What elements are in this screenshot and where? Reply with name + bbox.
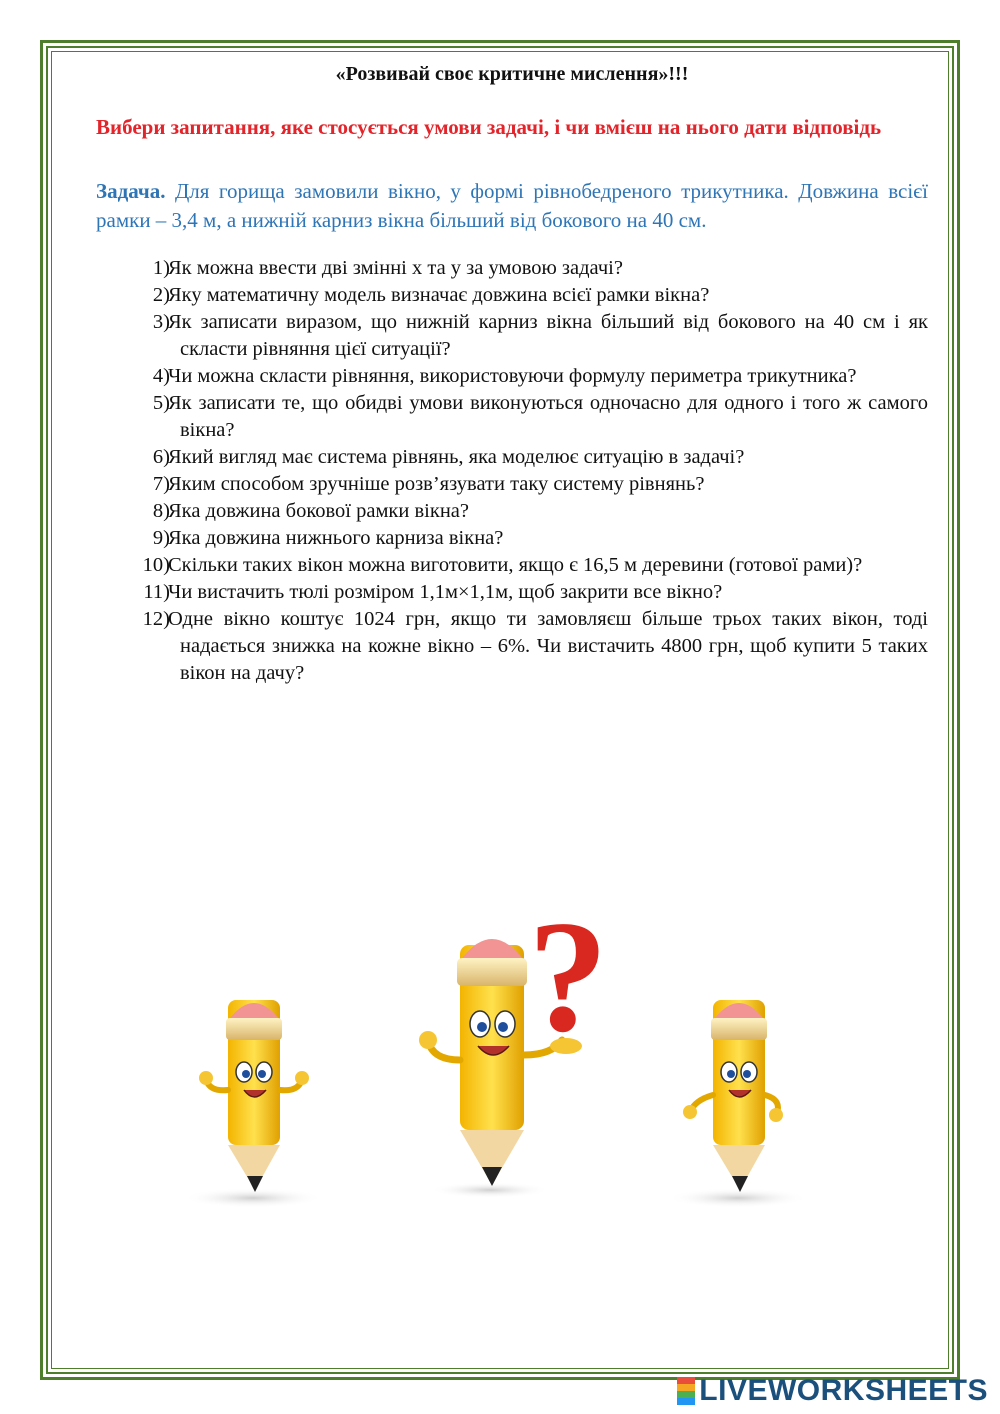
question-number: 9)	[152, 527, 170, 549]
question-text: Як записати те, що обидві умови виконуються одночасно для одного і того ж самого вікна?	[168, 392, 928, 441]
question-text: Чи можна скласти рівняння, використовуючи формулу периметра трикутника?	[168, 365, 857, 387]
instruction-text: Вибери запитання, яке стосується умови задачі, і чи вмієш на нього дати відповідь	[96, 115, 882, 139]
pencils-illustration	[0, 900, 1000, 1220]
question-item[interactable]	[96, 363, 928, 390]
logo-badge-icon	[677, 1377, 695, 1405]
question-item[interactable]	[96, 255, 928, 282]
question-item[interactable]	[96, 444, 928, 471]
question-number: 1)	[152, 257, 170, 279]
question-item[interactable]	[96, 282, 928, 309]
logo-text: LIVEWORKSHEETS	[699, 1374, 988, 1407]
question-number: 11)	[143, 581, 170, 603]
question-number: 7)	[152, 473, 170, 495]
question-text: Скільки таких вікон можна виготовити, якщо є 16,5 м деревини (готової рами)?	[168, 554, 863, 576]
question-list	[96, 255, 928, 687]
worksheet-content	[96, 58, 928, 687]
question-item[interactable]	[96, 525, 928, 552]
question-text: Одне вікно коштує 1024 грн, якщо ти замовляєш більше трьох таких вікон, тоді надається знижка на кожне вікно – 6%. Чи вистачить 4800 грн, щоб купити 5 таких вікон на дачу?	[168, 608, 928, 684]
question-number: 5)	[152, 392, 170, 414]
liveworksheets-logo[interactable]	[677, 1374, 988, 1408]
question-item[interactable]	[96, 606, 928, 687]
question-item[interactable]	[96, 579, 928, 606]
question-number: 2)	[152, 284, 170, 306]
question-item[interactable]	[96, 309, 928, 363]
problem-statement	[96, 177, 928, 235]
question-text: Як записати виразом, що нижній карниз вікна більший від бокового на 40 см і як скласти рівняння цієї ситуації?	[168, 311, 928, 360]
pencil-left	[183, 1000, 323, 1208]
question-item[interactable]	[96, 471, 928, 498]
pencil-right	[668, 1000, 808, 1208]
question-item[interactable]	[96, 390, 928, 444]
question-text: Яку математичну модель визначає довжина всієї рамки вікна?	[168, 284, 710, 306]
question-number: 12)	[142, 608, 170, 630]
question-text: Яка довжина бокової рамки вікна?	[168, 500, 469, 522]
question-mark-icon: ?	[528, 900, 608, 1065]
problem-text: Для горища замовили вікно, у формі рівнобедреного трикутника. Довжина всієї рамки – 3,4 м, а нижній карниз вікна більший від бокового на 40 см.	[96, 179, 928, 232]
question-number: 10)	[142, 554, 170, 576]
question-text: Як можна ввести дві змінні х та у за умовою задачі?	[168, 257, 623, 279]
question-number: 4)	[152, 365, 170, 387]
question-item[interactable]	[96, 552, 928, 579]
question-item[interactable]	[96, 498, 928, 525]
page-title: «Розвивай своє критичне мислення»!!!	[335, 63, 689, 85]
question-number: 6)	[152, 446, 170, 468]
problem-lead: Задача.	[96, 179, 166, 203]
question-text: Яким способом зручніше розв’язувати таку систему рівнянь?	[168, 473, 705, 495]
question-number: 8)	[152, 500, 170, 522]
question-number: 3)	[152, 311, 170, 333]
question-text: Який вигляд має система рівнянь, яка моделює ситуацію в задачі?	[168, 446, 745, 468]
question-text: Чи вистачить тюлі розміром 1,1м×1,1м, щоб закрити все вікно?	[168, 581, 723, 603]
question-text: Яка довжина нижнього карниза вікна?	[168, 527, 504, 549]
